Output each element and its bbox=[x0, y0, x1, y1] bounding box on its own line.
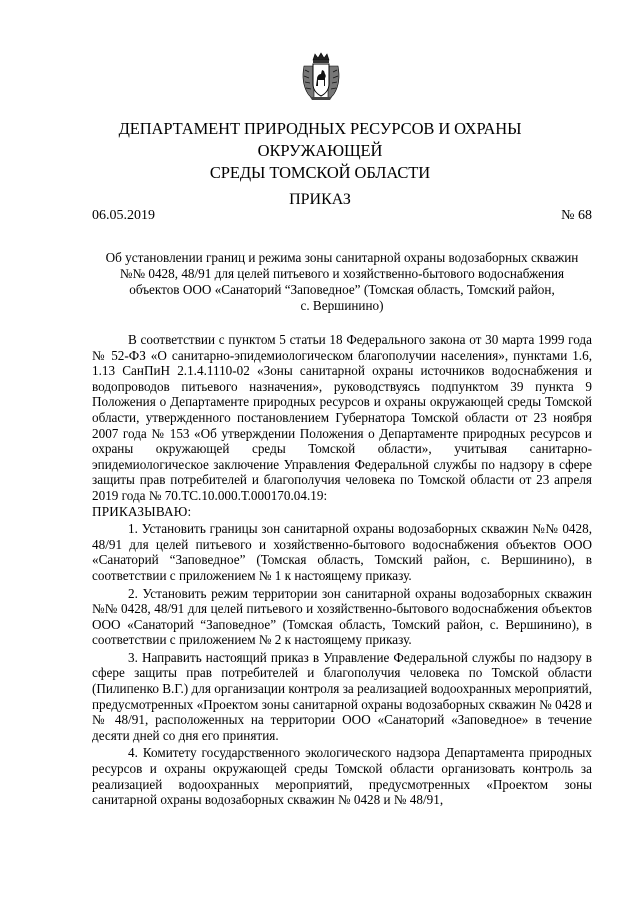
tomsk-region-coat-of-arms-icon bbox=[300, 52, 342, 102]
subject-line: №№ 0428, 48/91 для целей питьевого и хозяйственно-бытового водоснабжения bbox=[119, 266, 565, 281]
department-name-line1: ДЕПАРТАМЕНТ ПРИРОДНЫХ РЕСУРСОВ И ОХРАНЫ ОКРУЖАЮЩЕЙ bbox=[118, 119, 522, 160]
order-date: 06.05.2019 bbox=[92, 208, 155, 223]
order-item-2: 2. Установить режим территории зон санитарной охраны водозаборных скважин №№ 0428, 48/91 для целей питьевого и хозяйственно-бытового водоснабжения объектов ООО «Санаторий “Заповедное” (Томская область, Томский район, с. Вершинино), в соответствии с приложением № 2 к настоящему приказу. bbox=[92, 585, 592, 648]
preamble-paragraph: В соответствии с пунктом 5 статьи 18 Федерального закона от 30 марта 1999 года № 52-ФЗ «О санитарно-эпидемиологическом благополучии населения», пунктами 1.6, 1.13 СанПиН 2.1.4.1110-02 «Зоны санитарной охраны источников водоснабжения и водопроводов питьевого назначения», руководствуясь подпунктом 39 пункта 9 Положения о Департаменте природных ресурсов и охраны окружающей среды Томской области, утвержденного постановлением Губернатора Томской области от 23 ноября 2007 года № 153 «Об утверждении Положения о Департаменте природных ресурсов и охраны окружающей среды Томской области», учитывая санитарно-эпидемиологическое заключение Управления Федеральной службы по надзору в сфере защиты прав потребителей и благополучия человека по Томской области от 23 апреля 2019 года № 70.ТС.10.000.Т.000170.04.19: bbox=[92, 332, 592, 503]
department-name-line2: СРЕДЫ ТОМСКОЙ ОБЛАСТИ bbox=[209, 163, 431, 182]
subject-line: Об установлении границ и режима зоны санитарной охраны водозаборных скважин bbox=[105, 250, 579, 265]
order-word: ПРИКАЗЫВАЮ: bbox=[92, 503, 192, 519]
department-name bbox=[60, 118, 580, 184]
subject-line: объектов ООО «Санаторий “Заповедное” (Томская область, Томский район, bbox=[129, 282, 555, 297]
order-item-4: 4. Комитету государственного экологического надзора Департамента природных ресурсов и охраны окружающей среды Томской области организовать контроль за реализацией водоохранных мероприятий, предусмотренных «Проектом зоны санитарной охраны водозаборных скважин № 0428 и № 48/91, bbox=[92, 745, 592, 808]
order-item-1: 1. Установить границы зон санитарной охраны водозаборных скважин №№ 0428, 48/91 для целей питьевого и хозяйственно-бытового водоснабжения объектов ООО «Санаторий “Заповедное” (Томская область, Томский район, с. Вершинино), в соответствии с приложением № 1 к настоящему приказу. bbox=[92, 521, 592, 583]
order-item-3: 3. Направить настоящий приказ в Управление Федеральной службы по надзору в сфере защиты прав потребителей и благополучия человека по Томской области (Пилипенко В.Г.) для организации контроля за реализацией водоохранных мероприятий, предусмотренных «Проектом зоны санитарной охраны водозаборных скважин № 0428 и № 48/91, расположенных на территории ООО «Санаторий «Заповедное» в течение десяти дней со дня его принятия. bbox=[92, 649, 592, 743]
order-number: № 68 bbox=[561, 208, 592, 223]
document-type: ПРИКАЗ bbox=[289, 191, 351, 208]
order-body bbox=[92, 332, 592, 808]
order-subject bbox=[92, 250, 592, 314]
subject-line: с. Вершинино) bbox=[300, 298, 384, 313]
